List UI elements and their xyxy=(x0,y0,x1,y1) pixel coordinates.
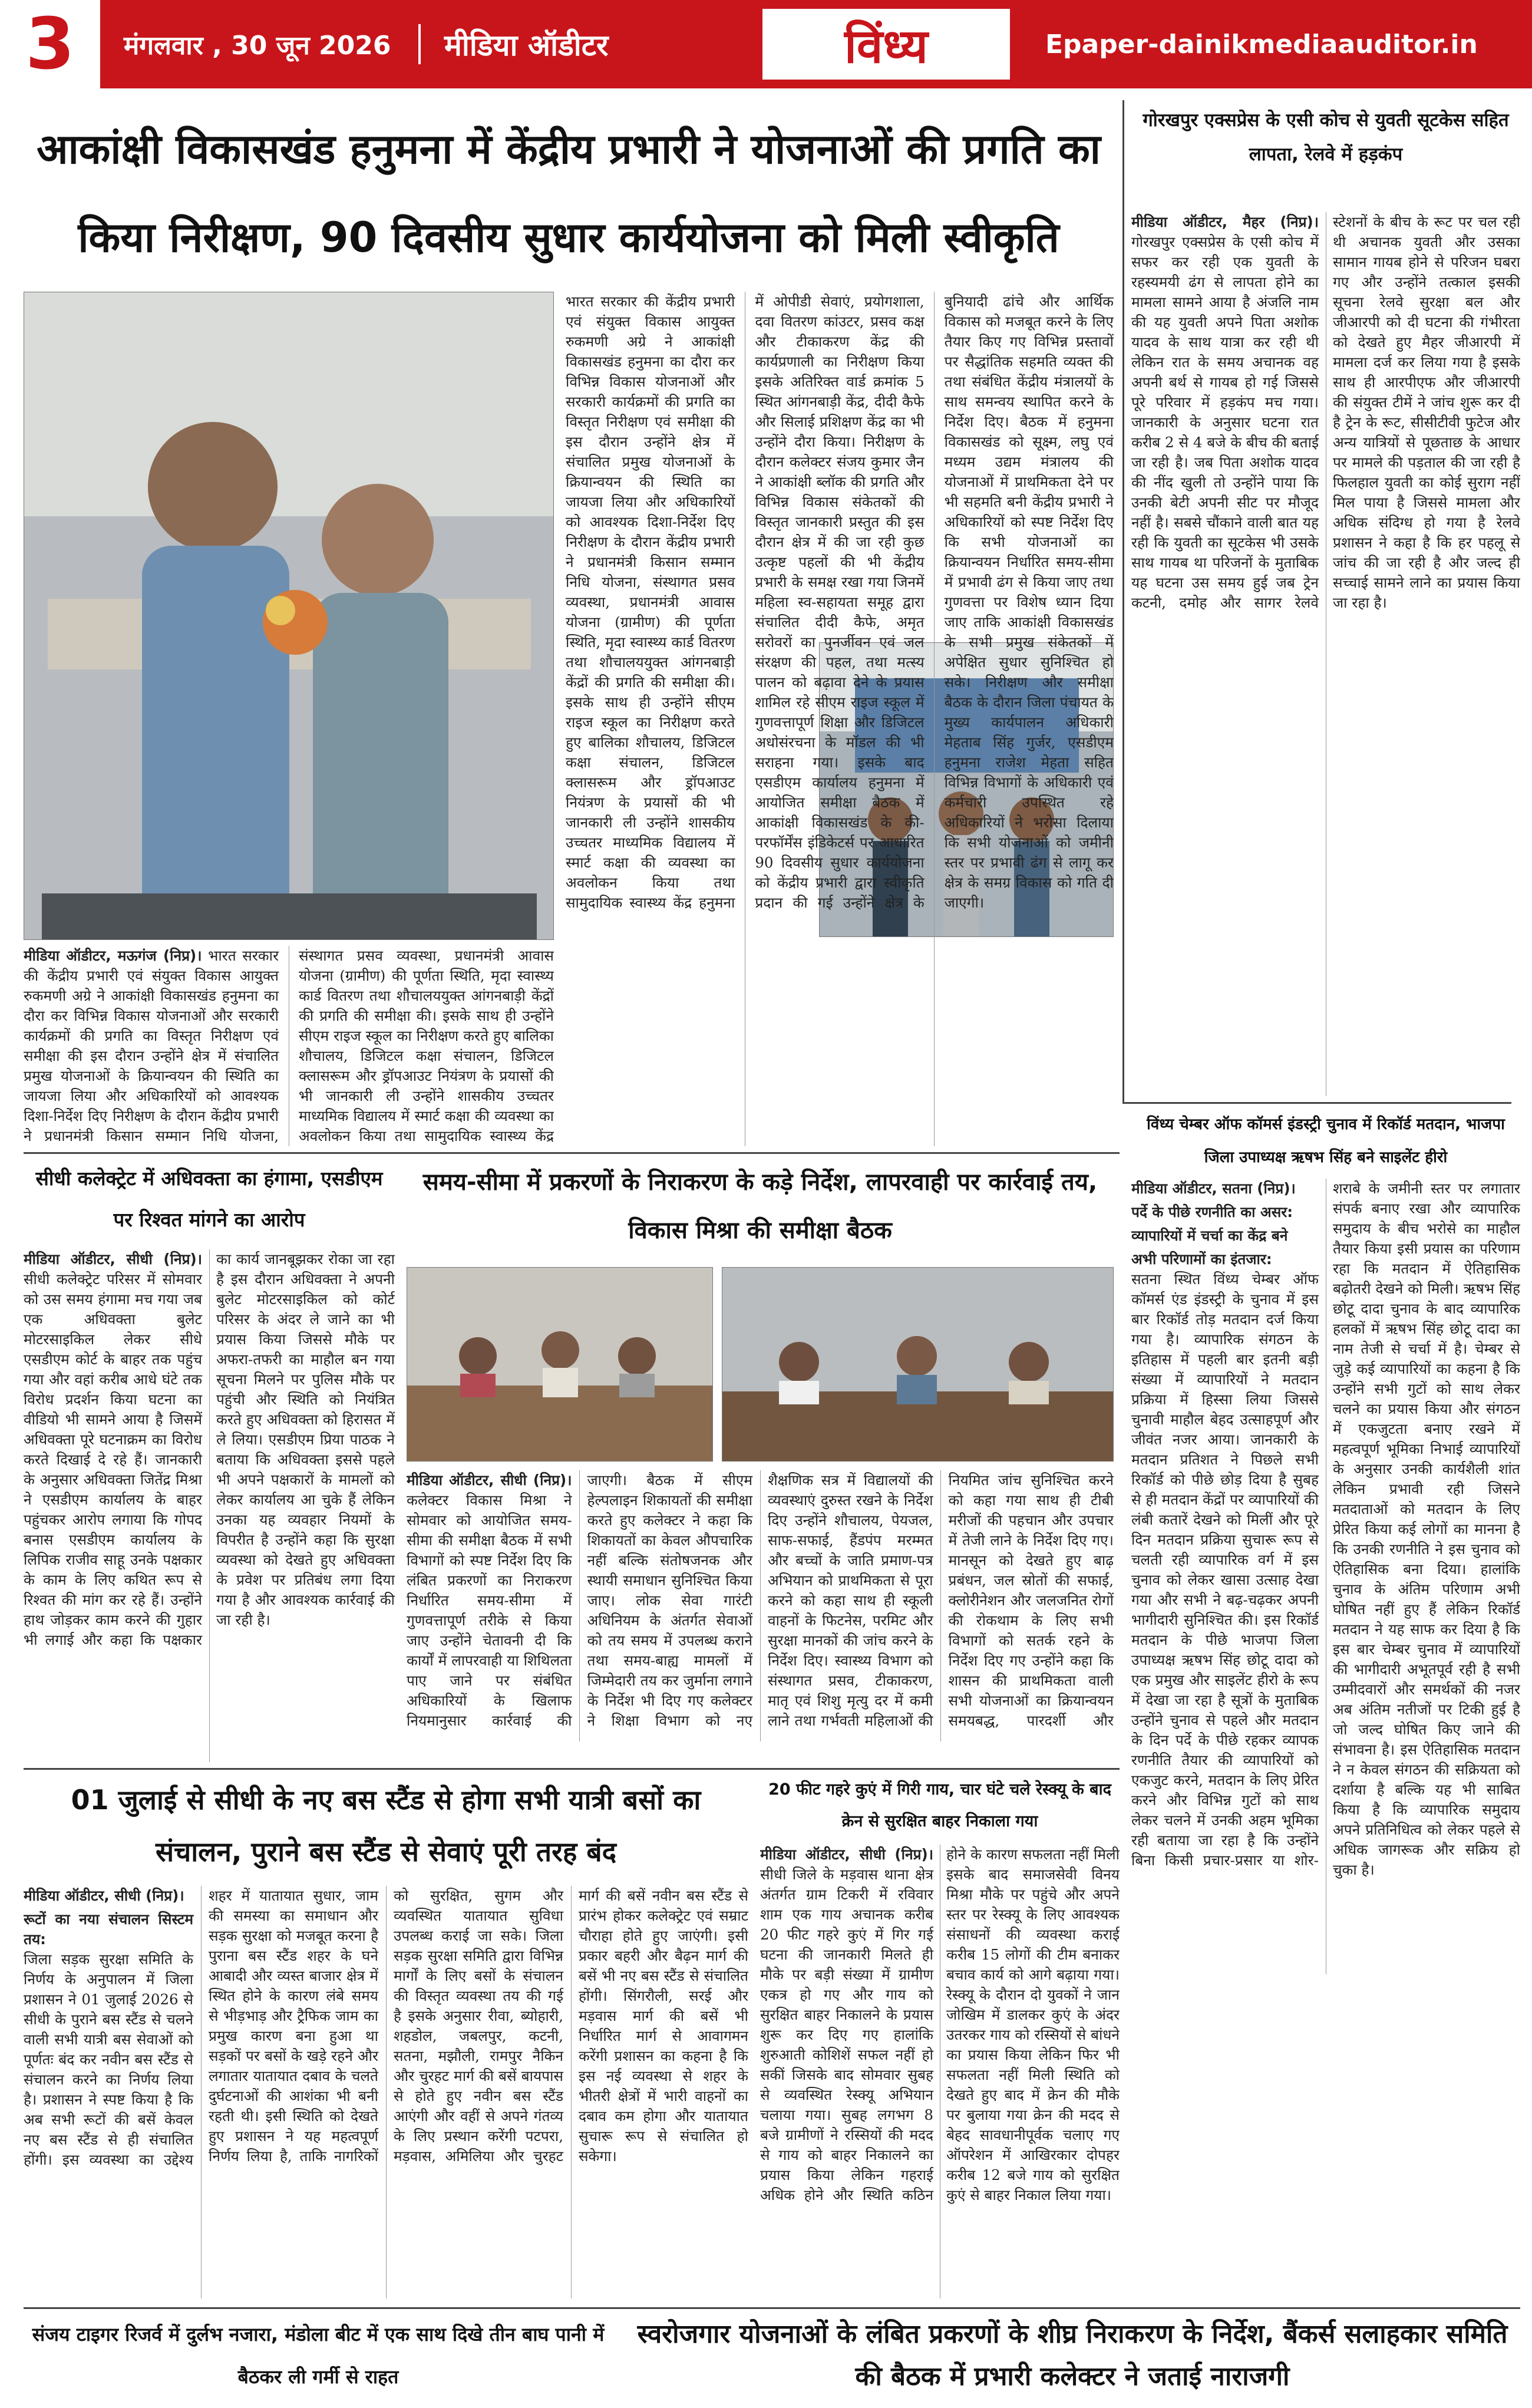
review-text: कलेक्टर विकास मिश्रा ने सोमवार को आयोजित समय-सीमा की समीक्षा बैठक में सभी विभागों को स्पष्ट निर्देश दिए कि लंबित प्रकरणों का निराकरण निर्धारित समय-सीमा में गुणवत्तापूर्ण तरीके से किया जाए उन्होंने चेतावनी दी कि कार्यों में लापरवाही या शिथिलता पाए जाने पर संबंधित अधिकारियों के खिलाफ नियमानुसार कार्रवाई की जाएगी। बैठक में सीएम हेल्पलाइन शिकायतों की समीक्षा करते हुए कलेक्टर ने कहा कि शिकायतों का केवल औपचारिक नहीं बल्कि संतोषजनक और स्थायी समाधान सुनिश्चित किया जाए। लोक सेवा गारंटी अधिनियम के अंतर्गत सेवाओं को तय समय में उपलब्ध कराने तथा समय-बाह्य मामलों में जिम्मेदारी तय कर जुर्माना लगाने के निर्देश भी दिए गए कलेक्टर ने शिक्षा विभाग को नए शैक्षणिक सत्र में विद्यालयों की व्यवस्थाएं दुरुस्त रखने के निर्देश दिए उन्होंने शौचालय, पेयजल, साफ-सफाई, हैंडपंप मरम्मत और बच्चों के जाति प्रमाण-पत्र अभियान को प्राथमिकता से पूरा करने को कहा साथ ही स्कूली वाहनों के फिटनेस, परमिट और सुरक्षा मानकों की जांच करने के निर्देश दिए। स्वास्थ्य विभाग को संस्थागत प्रसव, टीकाकरण, मातृ एवं शिशु मृत्यु दर में कमी लाने तथा गर्भवती महिलाओं की नियमित जांच सुनिश्चित करने को कहा गया साथ ही टीबी मरीजों की पहचान और उपचार में तेजी लाने के निर्देश दिए गए। मानसून को देखते हुए बाढ़ प्रबंधन, जल स्रोतों की सफाई, क्लोरीनेशन और जलजनित रोगों की रोकथाम के लिए सभी विभागों को सतर्क रहने के निर्देश दिए गए उन्होंने कहा कि शासन की प्राथमिकता वाली सभी योजनाओं का क्रियान्वयन समयबद्ध, पारदर्शी और xyxy=(407,1472,1114,1729)
trade-chamber-dateline: मीडिया ऑडीटर, सतना (निप्र)। xyxy=(1131,1180,1296,1197)
column-divider xyxy=(1122,100,1124,1102)
issue-date: मंगलवार , 30 जून 2026 xyxy=(124,31,391,61)
bankers-headline: स्वरोजगार योजनाओं के लंबित प्रकरणों के शीघ्र निराकरण के निर्देश, बैंकर्स सलाहकार समिति की बैठक में प्रभारी कलेक्टर ने जताई नाराजगी xyxy=(637,2319,1508,2391)
lead-text-cont: भारत सरकार की केंद्रीय प्रभारी एवं संयुक्त विकास आयुक्त रुकमणी अग्रे ने आकांक्षी विकासखंड हनुमना का दौरा कर विभिन्न विकास योजनाओं और सरकारी कार्यक्रमों की प्रगति का विस्तृत निरीक्षण एवं समीक्षा की इस दौरान उन्होंने क्षेत्र में संचालित प्रमुख योजनाओं के क्रियान्वयन की स्थिति का जायजा लिया और अधिकारियों को आवश्यक दिशा-निर्देश दिए निरीक्षण के दौरान केंद्रीय प्रभारी ने प्रधानमंत्री किसान सम्मान निधि योजना, संस्थागत प्रसव व्यवस्था, प्रधानमंत्री आवास योजना (ग्रामीण) की पूर्णता स्थिति, मृदा स्वास्थ्य कार्ड वितरण तथा शौचालययुक्त आंगनबाड़ी केंद्रों की प्रगति की समीक्षा की। इसके साथ ही उन्होंने सीएम राइज स्कूल का निरीक्षण करते हुए बालिका शौचालय, डिजिटल कक्षा संचालन, डिजिटल क्लासरूम और ड्रॉपआउट नियंत्रण के प्रयासों की भी जानकारी ली उन्होंने शासकीय उच्चतर माध्यमिक विद्यालय में स्मार्ट कक्षा की व्यवस्था का अवलोकन किया तथा सामुदायिक स्वास्थ्य केंद्र हनुमना में ओपीडी सेवाएं, प्रयोगशाला, दवा वितरण कांउटर, प्रसव कक्ष और टीकाकरण केंद्र की कार्यप्रणाली का निरीक्षण किया इसके अतिरिक्त वार्ड क्रमांक 5 स्थित आंगनबाड़ी केंद्र, दीदी कैफे और सिलाई प्रशिक्षण केंद्र का भी उन्होंने दौरा किया। निरीक्षण के दौरान कलेक्टर संजय कुमार जैन ने आकांक्षी ब्लॉक की प्रगति और विभिन्न विकास संकेतकों की विस्तृत जानकारी प्रस्तुत की इस दौरान क्षेत्र में की जा रही कुछ उत्कृष्ट पहलों की भी केंद्रीय प्रभारी के समक्ष रखा गया जिनमें महिला स्व-सहायता समूह द्वारा संचालित दीदी कैफे, अमृत सरोवरों का पुनर्जीवन एवं जल संरक्षण की पहल, तथा मत्स्य पालन को बढ़ावा देने के प्रयास शामिल रहे सीएम राइज स्कूल में गुणवत्तापूर्ण शिक्षा और डिजिटल अधोसंरचना के मॉडल की भी सराहना गया। इसके बाद एसडीएम कार्यालय हनुमना में आयोजित समीक्षा बैठक में आकांक्षी विकासखंड के की-परफॉर्मेंस इंडिकेटर्स पर आधारित 90 दिवसीय सुधार कार्ययोजना को केंद्रीय प्रभारी द्वारा स्वीकृति प्रदान की गई उन्होंने क्षेत्र के बुनियादी ढांचे और आर्थिक विकास को मजबूत करने के लिए तैयार किए गए विभिन्न प्रस्तावों पर सैद्धांतिक सहमति व्यक्त की तथा संबंधित केंद्रीय मंत्रालयों के साथ समन्वय स्थापित करने के निर्देश दिए। बैठक में हनुमना विकासखंड को सूक्ष्म, लघु एवं मध्यम उद्यम मंत्रालय की योजनाओं में प्राथमिकता देने पर भी सहमति बनी केंद्रीय प्रभारी ने अधिकारियों को स्पष्ट निर्देश दिए कि सभी योजनाओं का क्रियान्वयन निर्धारित समय-सीमा में प्रभावी ढंग से किया जाए तथा गुणवत्ता पर विशेष ध्यान दिया जाए ताकि आकांक्षी विकासखंड के सभी प्रमुख संकेतकों में अपेक्षित सुधार सुनिश्चित हो सके। निरीक्षण और समीक्षा बैठक के दौरान जिला पंचायत के मुख्य कार्यपालन अधिकारी मेहताब सिंह गुर्जर, एसडीएम हनुमना राजेश मेहता सहित विभिन्न विभागों के अधिकारी एवं कर्मचारी उपस्थित रहे अधिकारियों ने भरोसा दिलाया कि सभी योजनाओं को जमीनी स्तर पर प्रभावी ढंग से लागू कर क्षेत्र के समग्र विकास को गति दी जाएगी। xyxy=(566,293,1114,911)
trade-chamber-subhead-1: पर्दे के पीछे रणनीति का असर: xyxy=(1131,1203,1293,1221)
page-number: 3 xyxy=(0,0,100,88)
sidhi-bribe-dateline: मीडिया ऑडीटर, सीधी (निप्र)। xyxy=(24,1251,202,1268)
bus-stand-headline: 01 जुलाई से सीधी के नए बस स्टैंड से होगा सभी यात्री बसों का संचालन, पुराने बस स्टैंड से सेवाएं पूरी तरह बंद xyxy=(71,1784,701,1868)
review-headline: समय-सीमा में प्रकरणों के निराकरण के कड़े निर्देश, लापरवाही पर कार्रवाई तय, विकास मिश्रा की समीक्षा बैठक xyxy=(422,1169,1098,1244)
review-dateline: मीडिया ऑडीटर, सीधी (निप्र)। xyxy=(407,1472,572,1489)
sidhi-bribe-headline: सीधी कलेक्ट्रेट में अधिवक्ता का हंगामा, एसडीएम पर रिश्वत मांगने का आरोप xyxy=(35,1167,383,1231)
lead-headline: आकांक्षी विकासखंड हनुमना में केंद्रीय प्रभारी ने योजनाओं की प्रगति का किया निरीक्षण, 90 दिवसीय सुधार कार्ययोजना को मिली स्वीकृति xyxy=(37,125,1101,262)
tigers-headline: संजय टाइगर रिजर्व में दुर्लभ नजारा, मंडोला बीट में एक साथ दिखे तीन बाघ पानी में बैठकर ली गर्मी से राहत xyxy=(32,2323,605,2388)
publication-name: मीडिया ऑडीटर xyxy=(418,24,751,64)
trade-chamber-headline: विंध्य चेम्बर ऑफ कॉमर्स इंडस्ट्री चुनाव में रिकॉर्ड मतदान, भाजपा जिला उपाध्यक्ष ऋषभ सिंह बने साइलेंट हीरो xyxy=(1147,1116,1505,1166)
review-body xyxy=(407,1470,1114,1741)
lead-text: भारत सरकार की केंद्रीय प्रभारी एवं संयुक्त विकास आयुक्त रुकमणी अग्रे ने आकांक्षी विकासखंड हनुमना का दौरा कर विभिन्न विकास योजनाओं और सरकारी कार्यक्रमों की प्रगति का विस्तृत निरीक्षण एवं समीक्षा की इस दौरान उन्होंने क्षेत्र में संचालित प्रमुख योजनाओं के क्रियान्वयन की स्थिति का जायजा लिया और अधिकारियों को आवश्यक दिशा-निर्देश दिए निरीक्षण के दौरान केंद्रीय प्रभारी ने प्रधानमंत्री किसान सम्मान निधि योजना, संस्थागत प्रसव व्यवस्था, प्रधानमंत्री आवास योजना (ग्रामीण) की पूर्णता स्थिति, मृदा स्वास्थ्य कार्ड वितरण तथा शौचालययुक्त आंगनबाड़ी केंद्रों की प्रगति की समीक्षा की। इसके साथ ही उन्होंने सीएम राइज स्कूल का निरीक्षण करते हुए बालिका शौचालय, डिजिटल कक्षा संचालन, डिजिटल क्लासरूम और ड्रॉपआउट नियंत्रण के प्रयासों की भी जानकारी ली उन्होंने शासकीय उच्चतर माध्यमिक विद्यालय में स्मार्ट कक्षा की व्यवस्था का अवलोकन किया तथा सामुदायिक स्वास्थ्य केंद्र xyxy=(24,947,554,1144)
sidhi-bribe-text: सीधी कलेक्ट्रेट परिसर में सोमवार को उस समय हंगामा मच गया जब एक अधिवक्ता बुलेट मोटरसाइकिल लेकर सीधे एसडीएम कोर्ट के बाहर तक पहुंच गया और वहां करीब आधे घंटे तक विरोध प्रदर्शन किया घटना का वीडियो भी सामने आया है जिसमें अधिवक्ता पूरे घटनाक्रम का विरोध करते दिखाई दे रहे हैं। जानकारी के अनुसार अधिवक्ता जितेंद्र मिश्रा ने एसडीएम कार्यालय के बाहर पहुंचकर आरोप लगाया कि गोपद बनास एसडीएम कार्यालय के लिपिक राजीव साहू उनके पक्षकार के काम के लिए कथित रूप से रिश्वत की मांग कर रहे हैं। उन्होंने हाथ जोड़कर काम करने की गुहार भी लगाई और कहा कि पक्षकार का कार्य जानबूझकर रोका जा रहा है इस दौरान अधिवक्ता ने अपनी बुलेट मोटरसाइकिल को कोर्ट परिसर के अंदर ले जाने का भी प्रयास किया जिससे मौके पर अफरा-तफरी का माहौल बन गया सूचना मिलने पर पुलिस मौके पर पहुंची और स्थिति को नियंत्रित करते हुए अधिवक्ता को हिरासत में ले लिया। एसडीएम प्रिया पाठक ने बताया कि अधिवक्ता इससे पहले भी अपने पक्षकारों के मामलों को लेकर कार्यालय आ चुके हैं लेकिन उनका यह व्यवहार नियमों के विपरीत है उन्होंने कहा कि सुरक्षा व्यवस्था को देखते हुए अधिवक्ता के प्रवेश पर प्रतिबंध लगा दिया गया है और आवश्यक कार्रवाई की जा रही है। xyxy=(24,1251,395,1648)
cow-rescue-headline: 20 फीट गहरे कुएं में गिरी गाय, चार घंटे चले रेस्क्यू के बाद क्रेन से सुरक्षित बाहर निकाला गया xyxy=(768,1780,1111,1830)
gorakhpur-body xyxy=(1131,212,1520,1096)
trade-chamber-subhead-2: व्यापारियों में चर्चा का केंद्र बने xyxy=(1131,1227,1288,1244)
bus-stand-dateline: मीडिया ऑडीटर, सीधी (निप्र)। xyxy=(24,1887,184,1904)
masthead xyxy=(0,0,1532,88)
section-divider-2 xyxy=(24,1768,1120,1770)
gorakhpur-headline: गोरखपुर एक्सप्रेस के एसी कोच से युवती सूटकेस सहित लापता, रेलवे में हड़कंप xyxy=(1143,110,1509,165)
cow-rescue-text: सीधी जिले के मड़वास थाना क्षेत्र अंतर्गत ग्राम टिकरी में रविवार शाम एक गाय अचानक करीब 20 फीट गहरे कुएं में गिर गई घटना की जानकारी मिलते ही मौके पर बड़ी संख्या में ग्रामीण एकत्र हो गए और गाय को सुरक्षित बाहर निकालने के प्रयास शुरू कर दिए गए हालांकि शुरुआती कोशिशें सफल नहीं हो सकीं जिसके बाद सोमवार सुबह से व्यवस्थित रेस्क्यू अभियान चलाया गया। सुबह लगभग 8 बजे ग्रामीणों ने रस्सियों की मदद से गाय को बाहर निकालने का प्रयास किया लेकिन गहराई अधिक होने और स्थिति कठिन होने के कारण सफलता नहीं मिली इसके बाद समाजसेवी विनय मिश्रा मौके पर पहुंचे और अपने स्तर पर रेस्क्यू के लिए आवश्यक संसाधनों की व्यवस्था कराई करीब 15 लोगों की टीम बनाकर बचाव कार्य को आगे बढ़ाया गया। रेस्क्यू के दौरान दो युवकों ने जान जोखिम में डालकर कुएं के अंदर उतरकर गाय को रस्सियों से बांधने का प्रयास किया लेकिन फिर भी सफलता नहीं मिली स्थिति को देखते हुए बाद में क्रेन की मौके पर बुलाया गया क्रेन की मदद से बेहद सावधानीपूर्वक चलाए गए ऑपरेशन में आखिरकार दोपहर करीब 12 बजे गाय को सुरक्षित कुएं से बाहर निकाल लिया गया। xyxy=(760,1846,1120,2204)
lead-body xyxy=(24,946,554,1146)
bus-stand-subhead: रूटों का नया संचालन सिस्टम तय: xyxy=(24,1911,193,1948)
section-divider-right xyxy=(1122,1102,1511,1104)
website-link[interactable]: Epaper-dainikmediaauditor.in xyxy=(1045,29,1478,60)
section-divider-3 xyxy=(24,2307,1520,2309)
trade-chamber-body xyxy=(1131,1179,1520,1974)
review-photo-1 xyxy=(407,1267,713,1462)
sidhi-bribe-body xyxy=(24,1249,395,1762)
section-divider xyxy=(24,1152,1120,1154)
cow-rescue-dateline: मीडिया ऑडीटर, सीधी (निप्र)। xyxy=(760,1846,933,1863)
bus-stand-text: जिला सड़क सुरक्षा समिति के निर्णय के अनुपालन में जिला प्रशासन ने 01 जुलाई 2026 से सीधी के पुराने बस स्टैंड से चलने वाली सभी यात्री बस सेवाओं को पूर्णतः बंद कर नवीन बस स्टैंड से संचालन करने का निर्णय लिया है। प्रशासन ने स्पष्ट किया है कि अब सभी रूटों की बसें केवल नए बस स्टैंड से ही संचालित होंगी। इस व्यवस्था का उद्देश्य शहर में यातायात सुधार, जाम की समस्या का समाधान और सड़क सुरक्षा को मजबूत करना है पुराना बस स्टैंड शहर के घने आबादी और व्यस्त बाजार क्षेत्र में स्थित होने के कारण लंबे समय से भीड़भाड़ और ट्रैफिक जाम का प्रमुख कारण बना हुआ था सड़कों पर बसों के खड़े रहने और लगातार यातायात दबाव के चलते दुर्घटनाओं की आशंका भी बनी रहती थी। इसी स्थिति को देखते हुए प्रशासन ने यह महत्वपूर्ण निर्णय लिया है, ताकि नागरिकों को सुरक्षित, सुगम और व्यवस्थित यातायात सुविधा उपलब्ध कराई जा सके। जिला सड़क सुरक्षा समिति द्वारा विभिन्न मार्गों के लिए बसों के संचालन की विस्तृत व्यवस्था तय की गई है इसके अनुसार रीवा, ब्योहारी, शहडोल, जबलपुर, कटनी, सतना, मझौली, रामपुर नैकिन और चुरहट मार्ग की बसें बायपास से होते हुए नवीन बस स्टैंड आएंगी और वहीं से अपने गंतव्य के लिए प्रस्थान करेंगी पटपरा, मड़वास, अमिलिया और चुरहट मार्ग की बसें नवीन बस स्टैंड से प्रारंभ होकर कलेक्ट्रेट एवं सम्राट चौराहा होते हुए जाएंगी। इसी प्रकार बहरी और बैढ़न मार्ग की बसें भी नए बस स्टैंड से संचालित होंगी। सिंगरौली, सरई और मड़वास मार्ग की बसें भी निर्धारित मार्ग से आवागमन करेंगी प्रशासन का कहना है कि इस नई व्यवस्था से शहर के भीतरी क्षेत्रों में भारी वाहनों का दबाव कम होगा और यातायात सुचारू रूप से संचालित हो सकेगा। xyxy=(24,1887,748,2168)
lead-photo xyxy=(24,292,554,940)
bus-stand-body xyxy=(24,1886,748,2298)
trade-chamber-text: सतना स्थित विंध्य चेम्बर ऑफ कॉमर्स एंड इंडस्ट्री के चुनाव में इस बार रिकॉर्ड तोड़ मतदान दर्ज किया गया है। व्यापारिक संगठन के इतिहास में पहली बार इतनी बड़ी संख्या में व्यापारियों ने मतदान प्रक्रिया में हिस्सा लिया जिससे चुनावी माहौल बेहद उत्साहपूर्ण और जीवंत नजर आया। जानकारी के मतदान प्रतिशत ने पिछले सभी रिकॉर्ड को पीछे छोड़ दिया है सुबह से ही मतदान केंद्रों पर व्यापारियों की लंबी कतारें देखने को मिलीं और पूरे दिन मतदान प्रक्रिया सुचारू रूप से चलती रही व्यापारिक वर्ग में इस चुनाव को लेकर खासा उत्साह देखा गया और सभी ने बढ़-चढ़कर अपनी भागीदारी सुनिश्चित की। इस रिकॉर्ड मतदान के पीछे भाजपा जिला उपाध्यक्ष ऋषभ सिंह छोटू दादा को एक प्रमुख और साइलेंट हीरो के रूप में देखा जा रहा है सूत्रों के मुताबिक उन्होंने चुनाव से पहले और मतदान के दिन पर्दे के पीछे रहकर व्यापक रणनीति तैयार की व्यापारियों को एकजुट करने, मतदान के लिए प्रेरित करने और विभिन्न गुटों को साथ लेकर चलने में उनकी अहम भूमिका रही बताया जा रहा है कि उन्होंने बिना किसी प्रचार-प्रसार या शोर-शराबे के जमीनी स्तर पर लगातार संपर्क बनाए रखा और व्यापारिक समुदाय के बीच भरोसे का माहौल तैयार किया इसी प्रयास का परिणाम रहा कि मतदान में ऐतिहासिक बढ़ोतरी देखने को मिली। ऋषभ सिंह छोटू दादा चुनाव के बाद व्यापारिक हलकों में ऋषभ सिंह छोटू दादा का नाम तेजी से चर्चा में है। चेम्बर से जुड़े कई व्यापारियों का कहना है कि उन्होंने सभी गुटों को साथ लेकर चलने का प्रयास किया और संगठन में एकजुटता बनाए रखने में महत्वपूर्ण भूमिका निभाई व्यापारियों के अनुसार उनकी कार्यशैली शांत लेकिन प्रभावी रही जिसने मतदाताओं को मतदान के लिए प्रेरित किया कई लोगों का मानना है कि उनकी रणनीति ने इस चुनाव को ऐतिहासिक बना दिया। हालांकि चुनाव के अंतिम परिणाम अभी घोषित नहीं हुए हैं लेकिन रिकॉर्ड मतदान ने यह साफ कर दिया है कि इस बार चेम्बर चुनाव में व्यापारियों की भागीदारी अभूतपूर्व रही है सभी उम्मीदवारों और समर्थकों की नजर अब अंतिम नतीजों पर टिकी हुई है जो जल्द घोषित किए जाने की संभावना है। इस ऐतिहासिक मतदान ने न केवल संगठन की सक्रियता को दर्शाया है बल्कि यह भी साबित किया है कि व्यापारिक समुदाय अपने प्रतिनिधित्व को लेकर पहले से अधिक जागरूक और सक्रिय हो चुका है। xyxy=(1131,1180,1520,1878)
review-photo-2 xyxy=(722,1267,1114,1462)
gorakhpur-dateline: मीडिया ऑडीटर, मैहर (निप्र)। xyxy=(1131,213,1319,230)
gorakhpur-text: गोरखपुर एक्सप्रेस के एसी कोच में सफर कर रही एक युवती के रहस्यमयी ढंग से लापता होने का मामला सामने आया है अंजलि नाम की यह युवती अपने पिता अशोक यादव के साथ यात्रा कर रही थी लेकिन रात के समय अचानक वह अपनी बर्थ से गायब हो गई जिससे पूरे परिवार में हड़कंप मच गया। जानकारी के अनुसार घटना रात करीब 2 से 4 बजे के बीच की बताई जा रही है। जब पिता अशोक यादव की नींद खुली तो उन्होंने पाया कि उनकी बेटी अपनी सीट पर मौजूद नहीं है। सबसे चौंकाने वाली बात यह रही कि युवती का सूटकेस भी उसके साथ गायब था परिजनों के मुताबिक यह घटना उस समय हुई जब ट्रेन कटनी, दमोह और सागर रेलवे स्टेशनों के बीच के रूट पर चल रही थी अचानक युवती और उसका सामान गायब होने से परिजन घबरा गए और उन्होंने तत्काल इसकी सूचना रेलवे सुरक्षा बल और जीआरपी को दी घटना की गंभीरता को देखते हुए मैहर जीआरपी में मामला दर्ज कर लिया गया है इसके साथ ही आरपीएफ और जीआरपी की संयुक्त टीमें ने जांच शुरू कर दी है ट्रेन के रूट, सीसीटीवी फुटेज और अन्य यात्रियों से पूछताछ के आधार पर मामले की पड़ताल की जा रही है फिलहाल युवती का कोई सुराग नहीं मिल पाया है जिससे मामला और अधिक संदिग्ध हो गया है रेलवे प्रशासन ने कहा है कि हर पहलू से जांच की जा रही है और जल्द ही सच्चाई सामने लाने का प्रयास किया जा रहा है। xyxy=(1131,213,1520,611)
lead-body-cont xyxy=(566,292,1114,1146)
section-name: विंध्य xyxy=(762,9,1010,80)
trade-chamber-subhead-3: अभी परिणामों का इंतजार: xyxy=(1131,1251,1272,1268)
cow-rescue-body xyxy=(760,1845,1120,2298)
lead-dateline: मीडिया ऑडीटर, मऊगंज (निप्र)। xyxy=(24,947,202,964)
